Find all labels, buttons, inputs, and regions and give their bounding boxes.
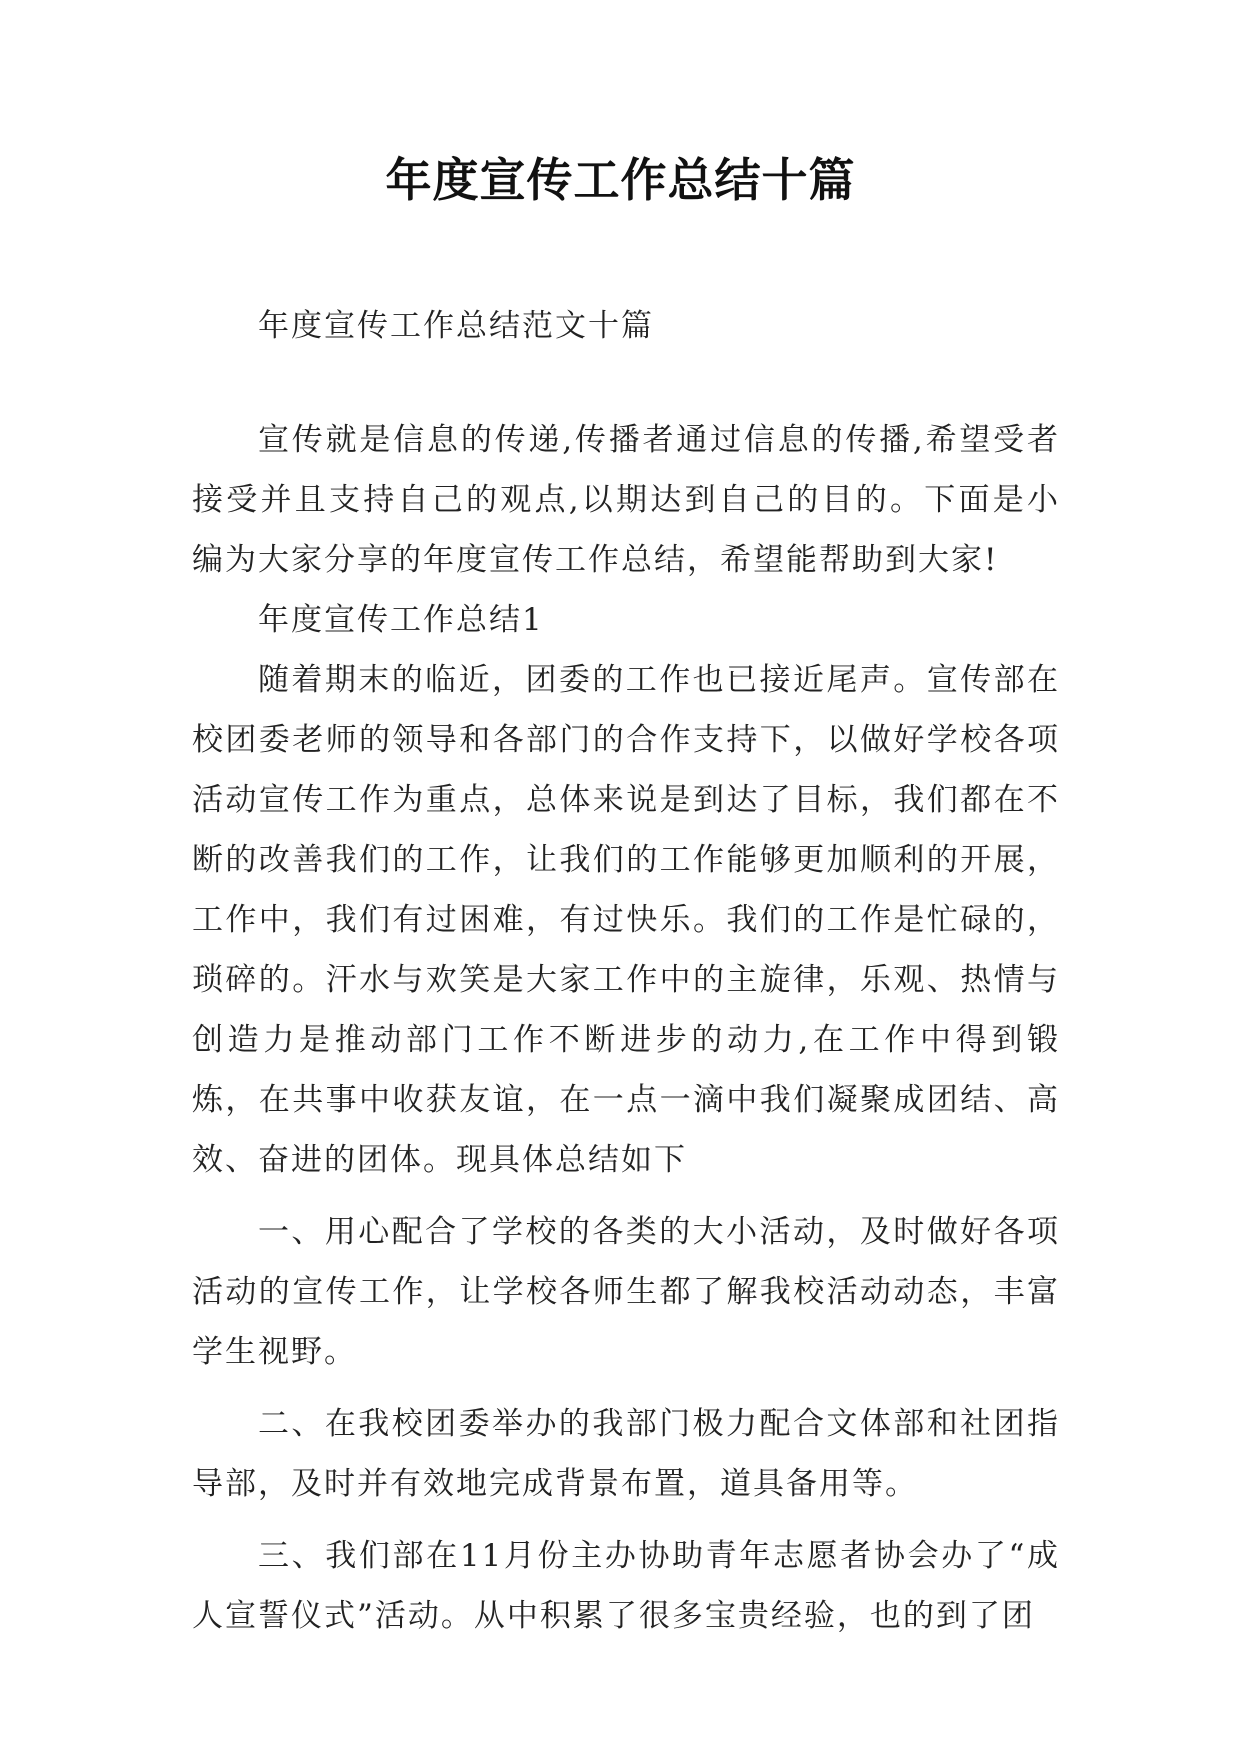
list-item-3: 三、我们部在11月份主办协助青年志愿者协会办了“成人宣誓仪式”活动。从中积累了很多宝贵经验，也的到了团 bbox=[192, 1538, 1060, 1634]
list-item-1: 一、用心配合了学校的各类的大小活动，及时做好各项活动的宣传工作，让学校各师生都了解我校活动动态，丰富学生视野。 bbox=[192, 1214, 1060, 1370]
list-item-2: 二、在我校团委举办的我部门极力配合文体部和社团指导部，及时并有效地完成背景布置，道具备用等。 bbox=[192, 1406, 1060, 1502]
document-title: 年度宣传工作总结十篇 bbox=[385, 153, 856, 207]
document-subtitle: 年度宣传工作总结范文十篇 bbox=[258, 308, 654, 344]
section-paragraph: 随着期末的临近，团委的工作也已接近尾声。宣传部在校团委老师的领导和各部门的合作支持下，以做好学校各项活动宣传工作为重点，总体来说是到达了目标，我们都在不断的改善我们的工作，让我们的工作能够更加顺利的开展，工作中，我们有过困难，有过快乐。我们的工作是忙碌的，琐碎的。汗水与欢笑是大家工作中的主旋律，乐观、热情与创造力是推动部门工作不断进步的动力,在工作中得到锻炼，在共事中收获友谊，在一点一滴中我们凝聚成团结、高效、奋进的团体。现具体总结如下 bbox=[192, 662, 1060, 1178]
intro-paragraph: 宣传就是信息的传递,传播者通过信息的传播,希望受者接受并且支持自己的观点,以期达到自己的目的。下面是小编为大家分享的年度宣传工作总结，希望能帮助到大家! bbox=[192, 422, 1060, 578]
document-main-text bbox=[192, 410, 1060, 1646]
section-heading: 年度宣传工作总结1 bbox=[258, 602, 544, 638]
